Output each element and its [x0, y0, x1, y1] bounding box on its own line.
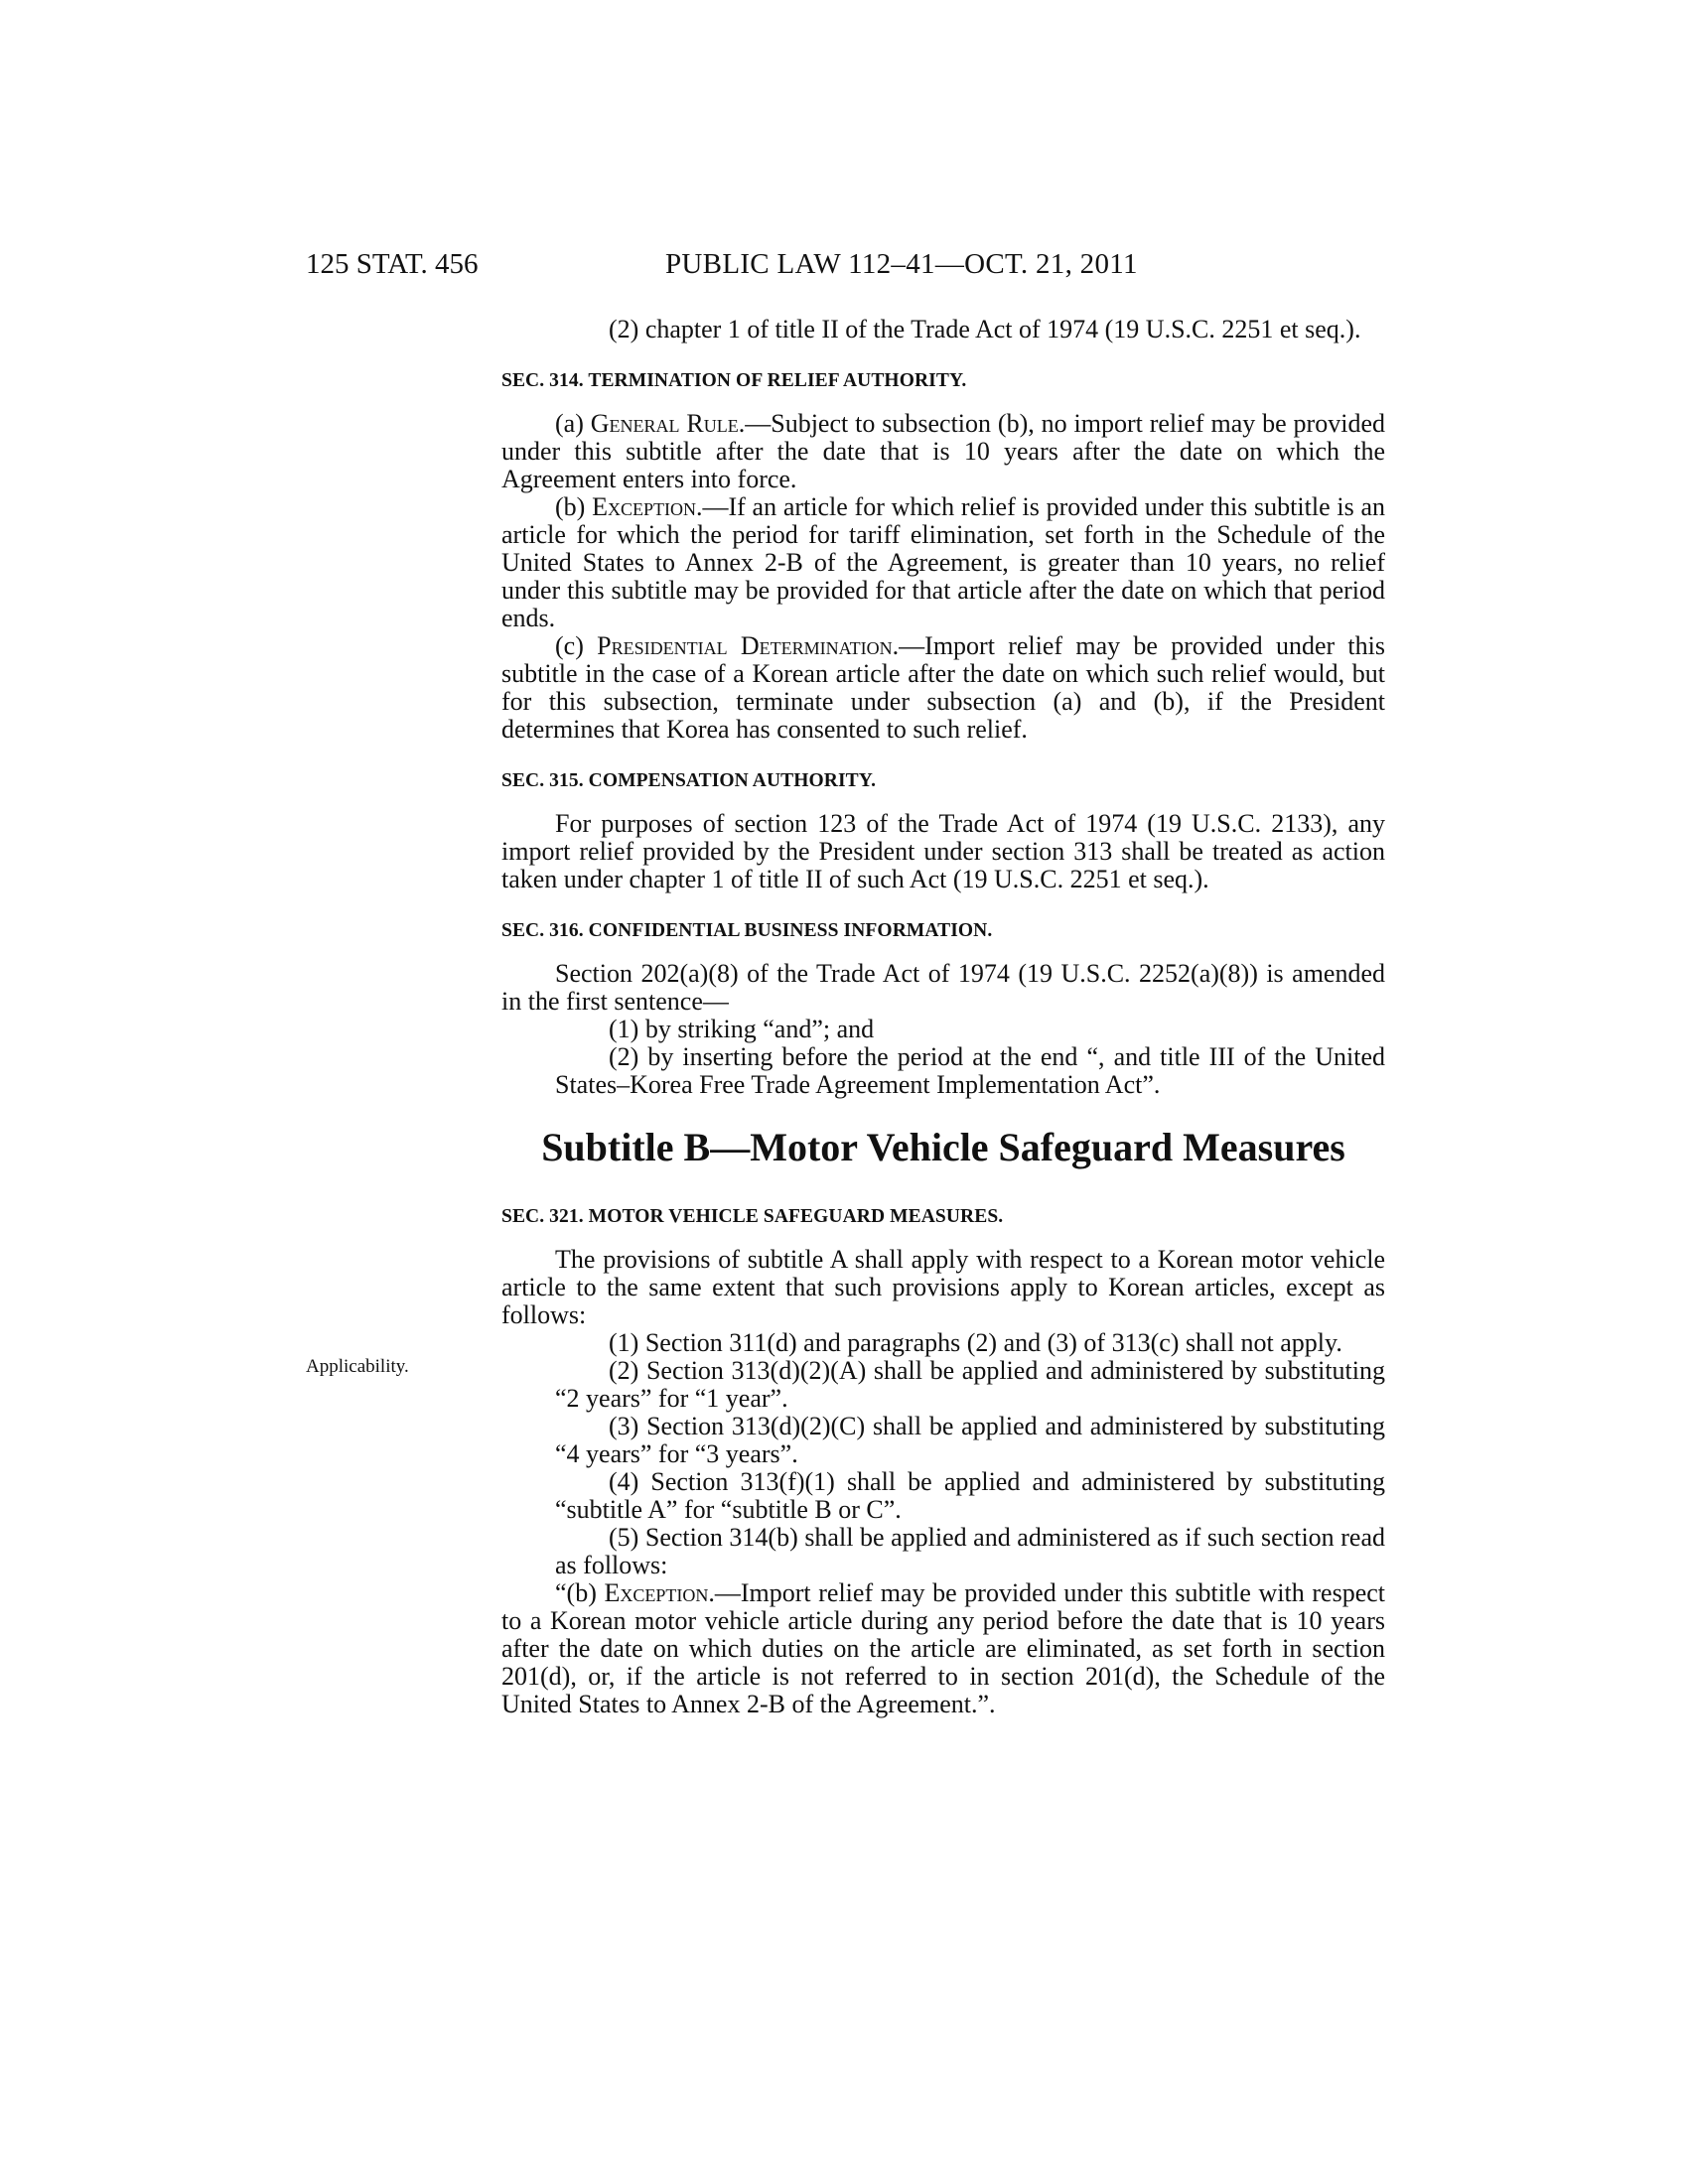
section-321-para-1: (1) Section 311(d) and paragraphs (2) and (3) of 313(c) shall not apply.: [609, 1328, 1342, 1357]
section-heading-316: SEC. 316. CONFIDENTIAL BUSINESS INFORMATION.: [501, 920, 993, 941]
subsection-text: .—Subject to subsection (b), no import relief may be provided under this subtitle after the date that is 10 years after the date on which the Agreement enters into force.: [501, 409, 1385, 493]
subsection-heading: Exception: [604, 1578, 709, 1607]
section-316-text: Section 202(a)(8) of the Trade Act of 1974 (19 U.S.C. 2252(a)(8)) is amended in the first sentence—: [501, 959, 1385, 1016]
subsection-text: .—Import relief may be provided under this subtitle with respect to a Korean motor vehicle article during any period before the date that is 10 years after the date on which duties on the article are eliminated, as set forth in section 201(d), or, if the article is not referred to in section 201(d), the Schedule of the United States to Annex 2-B of the Agreement.”.: [501, 1578, 1385, 1718]
public-law-title: PUBLIC LAW 112–41—OCT. 21, 2011: [665, 248, 1138, 280]
section-321-para-4: (4) Section 313(f)(1) shall be applied and administered by substituting “subtitle A” for “subtitle B or C”.: [555, 1467, 1385, 1524]
subsection-label: “(b): [555, 1578, 605, 1607]
section-316-para-2: (2) by inserting before the period at the end “, and title III of the United States–Korea Free Trade Agreement Implementation Act”.: [555, 1042, 1385, 1099]
section-heading-321: SEC. 321. MOTOR VEHICLE SAFEGUARD MEASURES.: [501, 1206, 1004, 1227]
subsection-label: (a): [555, 409, 591, 438]
section-321-para-5: (5) Section 314(b) shall be applied and administered as if such section read as follows:: [555, 1523, 1385, 1579]
section-321-text: The provisions of subtitle A shall apply with respect to a Korean motor vehicle article to the same extent that such provisions apply to Korean articles, except as follows:: [501, 1245, 1385, 1329]
subsection-heading: Exception: [592, 492, 696, 521]
document-body: [501, 316, 1385, 1718]
subsection-heading: General Rule: [590, 409, 739, 438]
subtitle-heading: Subtitle B—Motor Vehicle Safeguard Measures: [541, 1125, 1345, 1169]
subsection-314a: [501, 410, 1385, 493]
statute-citation: 125 STAT. 456: [306, 248, 479, 280]
subsection-text: .—If an article for which relief is provided under this subtitle is an article for which the period for tariff elimination, set forth in the Schedule of the United States to Annex 2-B of the Agreement, is greater than 10 years, no relief under this subtitle may be provided for that article after the date on which that period ends.: [501, 492, 1385, 632]
subsection-heading: Presidential Determination: [597, 631, 893, 660]
section-heading-315: SEC. 315. COMPENSATION AUTHORITY.: [501, 770, 877, 791]
margin-note-applicability: Applicability.: [306, 1356, 409, 1377]
section-321-quoted-subsection: [501, 1579, 1385, 1718]
section-321-para-2: (2) Section 313(d)(2)(A) shall be applied and administered by substituting “2 years” for “1 year”.: [555, 1356, 1385, 1413]
subsection-314c: [501, 632, 1385, 744]
section-316-para-1: (1) by striking “and”; and: [609, 1015, 875, 1043]
section-heading-314: SEC. 314. TERMINATION OF RELIEF AUTHORITY.: [501, 370, 967, 391]
subsection-text: .—Import relief may be provided under this subtitle in the case of a Korean article after the date on which such relief would, but for this subsection, terminate under subsection (a) and (b), if the President determines that Korea has consented to such relief.: [501, 631, 1385, 744]
section-321-para-3: (3) Section 313(d)(2)(C) shall be applied and administered by substituting “4 years” for “3 years”.: [555, 1412, 1385, 1468]
subsection-label: (c): [555, 631, 598, 660]
paragraph-chapter-1: (2) chapter 1 of title II of the Trade Act of 1974 (19 U.S.C. 2251 et seq.).: [609, 315, 1361, 343]
subsection-label: (b): [555, 492, 593, 521]
section-315-text: For purposes of section 123 of the Trade Act of 1974 (19 U.S.C. 2133), any import relief provided by the President under section 313 shall be treated as action taken under chapter 1 of title II of such Act (19 U.S.C. 2251 et seq.).: [501, 809, 1385, 893]
page-header: [306, 248, 1477, 288]
subsection-314b: [501, 493, 1385, 632]
